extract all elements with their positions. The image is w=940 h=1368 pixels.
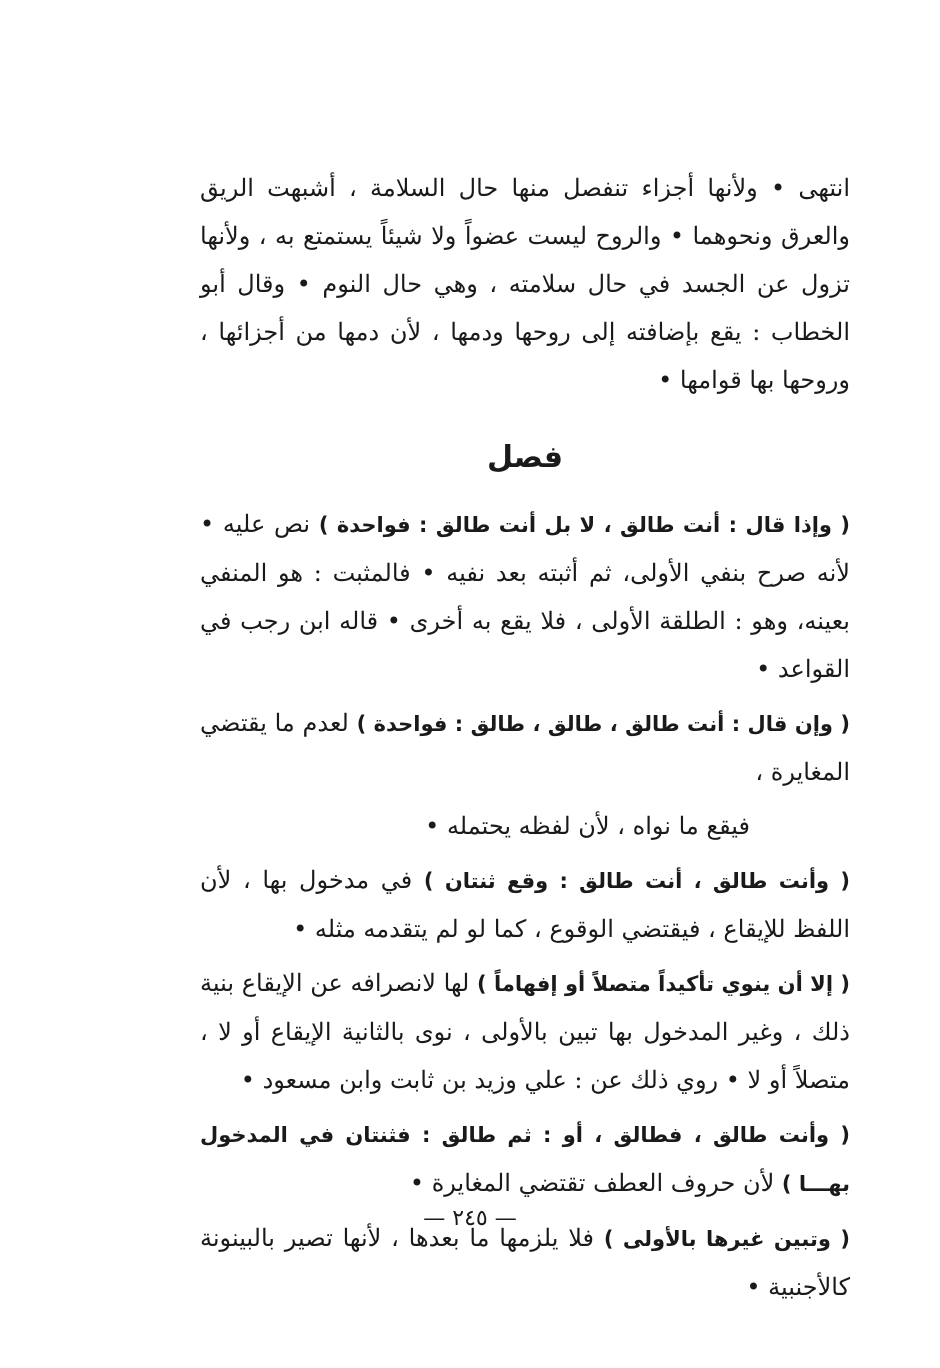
- paragraph-5-text: في مدخول بها ، لأن اللفظ للإيقاع ، فيقتضي الوقوع ، كما لو لم يتقدمه مثله •: [200, 866, 850, 943]
- paragraph-4-text: فيقع ما نواه ، لأن لفظه يحتمله •: [425, 812, 750, 840]
- paragraph-6: [200, 959, 850, 1104]
- paragraph-6-quote: ( إلا أن ينوي تأكيداً متصلاً أو إفهاماً ): [477, 972, 850, 996]
- paragraph-3-text: لعدم ما يقتضي المغايرة ،: [200, 709, 850, 786]
- paragraph-7-text: لأن حروف العطف تقتضي المغايرة •: [409, 1169, 775, 1197]
- paragraph-3: [200, 699, 850, 796]
- paragraph-4: [200, 802, 850, 850]
- page-number: — ٢٤٥ —: [423, 1206, 517, 1231]
- section-heading: فصل: [487, 440, 563, 475]
- paragraph-2-text: نص عليه • لأنه صرح بنفي الأولى، ثم أثبته بعد نفيه • فالمثبت : هو المنفي بعينه، وهو : الطلقة الأولى ، فلا يقع به أخرى • قاله ابن رجب في القواعد •: [200, 510, 850, 683]
- paragraph-3-quote: ( وإن قال : أنت طالق ، طالق ، طالق : فواحدة ): [356, 712, 850, 736]
- paragraph-5: [200, 856, 850, 953]
- paragraph-8-quote: ( وتبين غيرها بالأولى ): [603, 1227, 850, 1251]
- page-body: [200, 164, 850, 1311]
- paragraph-8-text: فلا يلزمها ما بعدها ، لأنها تصير بالبينونة كالأجنبية •: [200, 1224, 850, 1301]
- paragraph-1: [200, 164, 850, 404]
- paragraph-7-quote: ( وأنت طالق ، فطالق ، أو : ثم طالق : فثنتان في المدخول بهـــا ): [200, 1123, 850, 1196]
- paragraph-2-quote: ( وإذا قال : أنت طالق ، لا بل أنت طالق : فواحدة ): [318, 513, 850, 537]
- paragraph-2: [200, 500, 850, 693]
- paragraph-6-text: لها لانصرافه عن الإيقاع بنية ذلك ، وغير المدخول بها تبين بالأولى ، نوى بالثانية الإيقاع أو لا ، متصلاً أو لا • روي ذلك عن : علي وزيد بن ثابت وابن مسعود •: [200, 969, 850, 1094]
- paragraph-1-text: انتهى • ولأنها أجزاء تنفصل منها حال السلامة ، أشبهت الريق والعرق ونحوهما • والروح ليست عضواً ولا شيئاً يستمتع به ، ولأنها تزول عن الجسد في حال سلامته ، وهي حال النوم • وقال أبو الخطاب : يقع بإضافته إلى روحها ودمها ، لأن دمها من أجزائها ، وروحها بها قوامها •: [200, 174, 850, 394]
- paragraph-7: [200, 1110, 850, 1208]
- paragraph-5-quote: ( وأنت طالق ، أنت طالق : وقع ثنتان ): [423, 869, 850, 893]
